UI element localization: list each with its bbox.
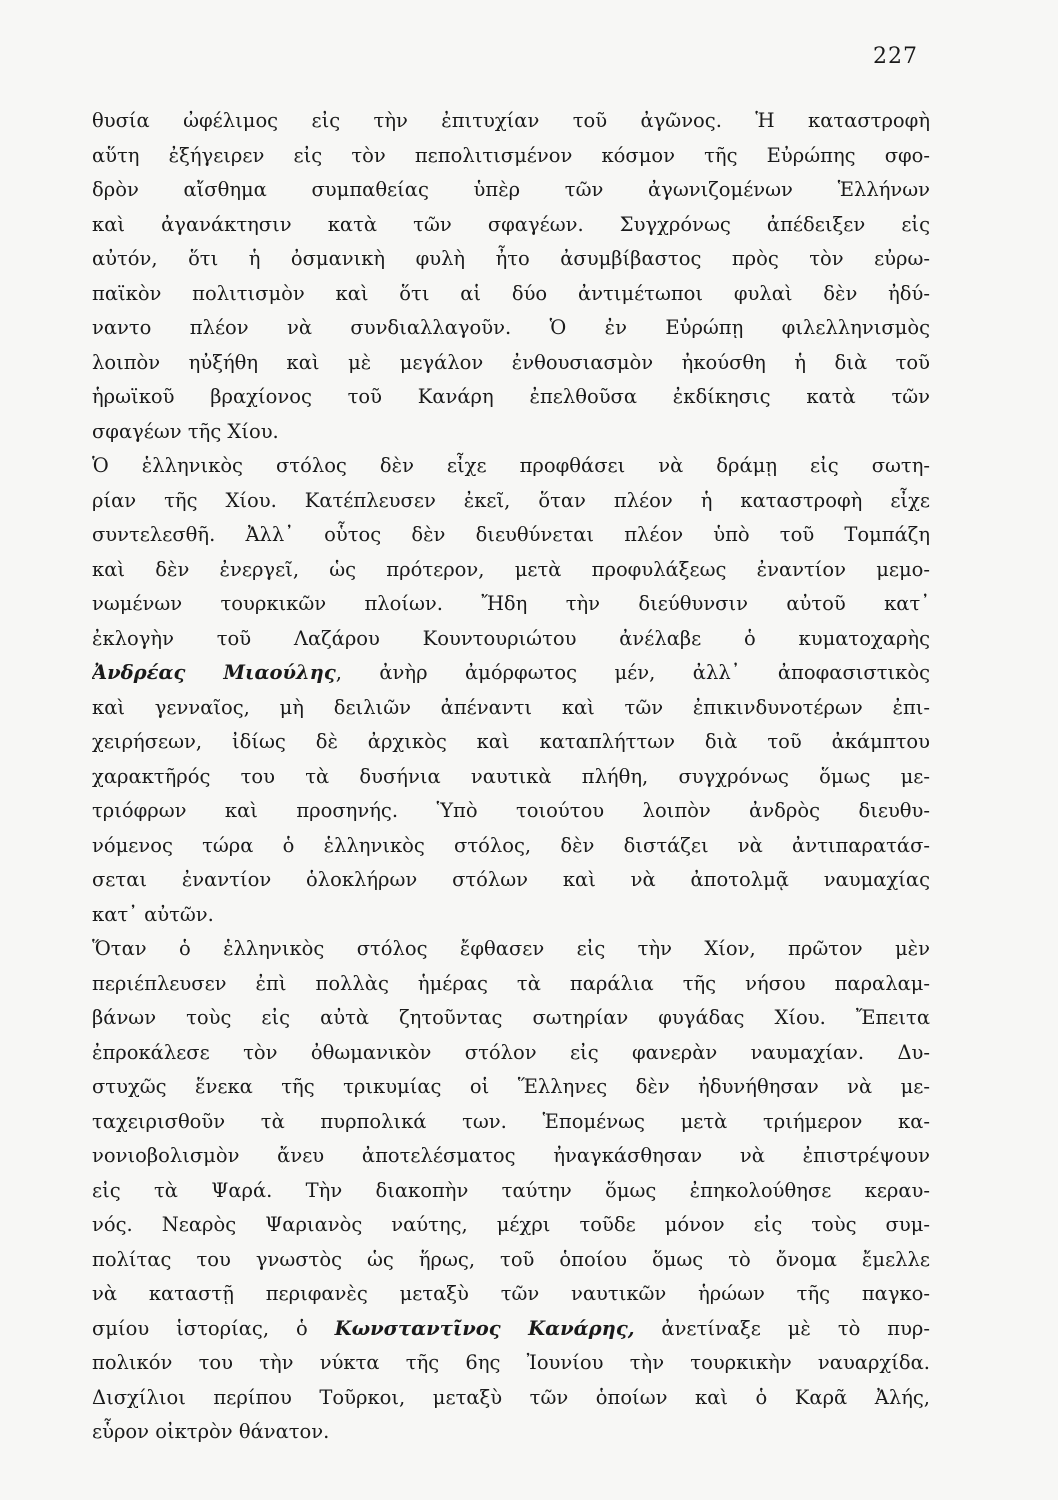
text-line: περιέπλευσεν ἐπὶ πολλὰς ἡμέρας τὰ παράλια τῆς νήσου παραλαμ- (92, 971, 930, 995)
text-line: δρὸν αἴσθημα συμπαθείας ὑπὲρ τῶν ἀγωνιζομένων Ἑλλήνων (92, 178, 930, 201)
text-line: κατ᾽ αὐτῶν. (92, 902, 214, 926)
text-line: ταχειρισθοῦν τὰ πυρπολικά των. Ἑπομένως μετὰ τριήμερον κα- (92, 1109, 930, 1133)
text-fragment: , ἀνὴρ ἀμόρφωτος μέν, ἀλλ᾽ ἀποφασιστικὸς (335, 661, 930, 684)
text-line: εὗρον οἰκτρὸν θάνατον. (92, 1420, 330, 1443)
text-line: νός. Νεαρὸς Ψαριανὸς ναύτης, μέχρι τοῦδε μόνον εἰς τοὺς συμ- (92, 1213, 930, 1236)
text-fragment: σμίου ἱστορίας, ὁ (92, 1316, 335, 1340)
text-fragment: ἀνετίναξε μὲ τὸ πυρ- (634, 1316, 930, 1340)
text-line: ναντο πλέον νὰ συνδιαλλαγοῦν. Ὁ ἐν Εὐρώπῃ φιλελληνισμὸς (92, 316, 930, 339)
text-line: στυχῶς ἕνεκα τῆς τρικυμίας οἱ Ἕλληνες δὲν ἠδυνήθησαν νὰ με- (92, 1075, 930, 1098)
text-line-with-name (92, 1312, 930, 1347)
paragraph-3 (92, 932, 930, 1450)
text-line: βάνων τοὺς εἰς αὐτὰ ζητοῦντας σωτηρίαν φυγάδας Χίου. Ἔπειτα (92, 1006, 930, 1029)
text-line: πολικόν του τὴν νύκτα τῆς 6ης Ἰουνίου τὴν τουρκικὴν ναυαρχίδα. (92, 1351, 930, 1374)
paragraph-2 (92, 449, 930, 932)
text-line: ἡρωϊκοῦ βραχίονος τοῦ Κανάρη ἐπελθοῦσα ἐκδίκησις κατὰ τῶν (92, 385, 930, 408)
text-line: παϊκὸν πολιτισμὸν καὶ ὅτι αἱ δύο ἀντιμέτωποι φυλαὶ δὲν ἠδύ- (92, 281, 930, 305)
emphasized-name: Κωνσταντῖνος Κανάρης, (334, 1316, 635, 1340)
text-line: ἐκλογὴν τοῦ Λαζάρου Κουντουριώτου ἀνέλαβε ὁ κυματοχαρὴς (92, 626, 930, 650)
text-line: Ὅταν ὁ ἑλληνικὸς στόλος ἔφθασεν εἰς τὴν Χίον, πρῶτον μὲν (92, 937, 930, 960)
text-line: Ὁ ἑλληνικὸς στόλος δὲν εἶχε προφθάσει νὰ δράμῃ εἰς σωτη- (92, 454, 930, 477)
text-line-with-name (92, 656, 930, 691)
text-line: χαρακτῆρός του τὰ δυσήνια ναυτικὰ πλήθη, συγχρόνως ὅμως με- (92, 764, 930, 788)
body-text (92, 104, 930, 1450)
text-line: νωμένων τουρκικῶν πλοίων. Ἤδη τὴν διεύθυνσιν αὐτοῦ κατ᾽ (92, 592, 930, 615)
text-line: ρίαν τῆς Χίου. Κατέπλευσεν ἐκεῖ, ὅταν πλέον ἡ καταστροφὴ εἶχε (92, 488, 930, 512)
text-line: Δισχίλιοι περίπου Τοῦρκοι, μεταξὺ τῶν ὁποίων καὶ ὁ Καρᾶ Ἀλής, (92, 1385, 930, 1409)
text-line: τριόφρων καὶ προσηνής. Ὑπὸ τοιούτου λοιπὸν ἀνδρὸς διευθυ- (92, 799, 930, 822)
text-line: νὰ καταστῇ περιφανὲς μεταξὺ τῶν ναυτικῶν ἡρώων τῆς παγκο- (92, 1282, 930, 1305)
emphasized-name: Ἀνδρέας Μιαούλης (92, 661, 336, 684)
text-line: νόμενος τώρα ὁ ἑλληνικὸς στόλος, δὲν διστάζει νὰ ἀντιπαρατάσ- (92, 833, 930, 857)
text-line: σεται ἐναντίον ὁλοκλήρων στόλων καὶ νὰ ἀποτολμᾷ ναυμαχίας (92, 868, 930, 891)
paragraph-1 (92, 104, 930, 449)
text-line: χειρήσεων, ἰδίως δὲ ἀρχικὸς καὶ καταπλήττων διὰ τοῦ ἀκάμπτου (92, 730, 930, 753)
text-line: ἐπροκάλεσε τὸν ὀθωμανικὸν στόλον εἰς φανερὰν ναυμαχίαν. Δυ- (92, 1040, 930, 1064)
text-line: αὐτόν, ὅτι ἡ ὀσμανικὴ φυλὴ ἦτο ἀσυμβίβαστος πρὸς τὸν εὐρω- (92, 247, 930, 270)
text-line: καὶ γενναῖος, μὴ δειλιῶν ἀπέναντι καὶ τῶν ἐπικινδυνοτέρων ἐπι- (92, 695, 930, 719)
page-number: 227 (873, 44, 918, 69)
text-line: θυσία ὠφέλιμος εἰς τὴν ἐπιτυχίαν τοῦ ἀγῶνος. Ἡ καταστροφὴ (92, 109, 930, 132)
text-line: νονιοβολισμὸν ἄνευ ἀποτελέσματος ἠναγκάσθησαν νὰ ἐπιστρέψουν (92, 1144, 930, 1167)
text-line: καὶ δὲν ἐνεργεῖ, ὡς πρότερον, μετὰ προφυλάξεως ἐναντίον μεμο- (92, 557, 930, 581)
text-line: αὕτη ἐξήγειρεν εἰς τὸν πεπολιτισμένον κόσμον τῆς Εὐρώπης σφο- (92, 143, 930, 167)
text-line: λοιπὸν ηὐξήθη καὶ μὲ μεγάλον ἐνθουσιασμὸν ἠκούσθη ἡ διὰ τοῦ (92, 350, 930, 374)
text-line: πολίτας του γνωστὸς ὡς ἥρως, τοῦ ὁποίου ὅμως τὸ ὄνομα ἔμελλε (92, 1247, 930, 1271)
text-line: σφαγέων τῆς Χίου. (92, 419, 279, 443)
text-line: συντελεσθῆ. Ἀλλ᾽ οὗτος δὲν διευθύνεται πλέον ὑπὸ τοῦ Τομπάζη (92, 523, 930, 546)
text-line: εἰς τὰ Ψαρά. Τὴν διακοπὴν ταύτην ὅμως ἐπηκολούθησε κεραυ- (92, 1178, 930, 1202)
text-line: καὶ ἀγανάκτησιν κατὰ τῶν σφαγέων. Συγχρόνως ἀπέδειξεν εἰς (92, 212, 930, 236)
